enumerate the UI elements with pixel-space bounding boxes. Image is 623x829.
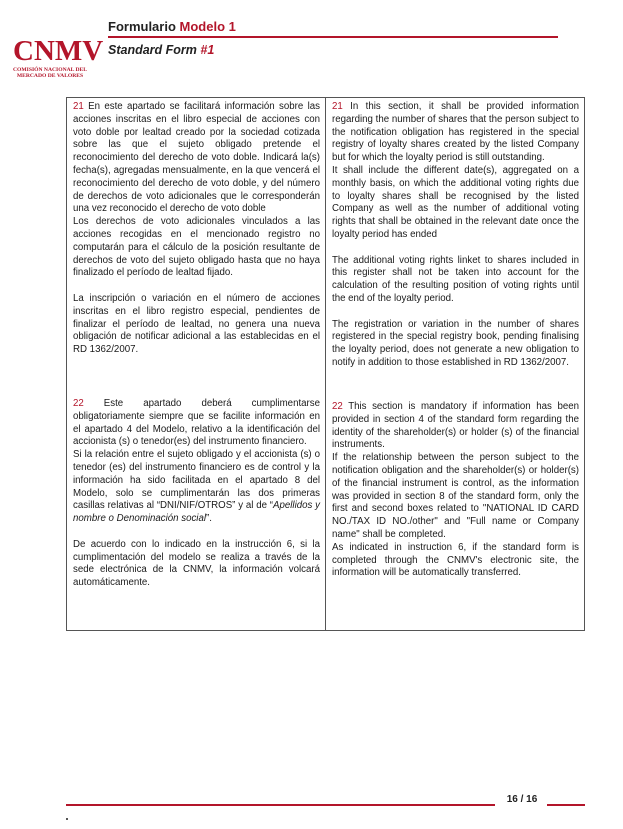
cnmv-logo [13,35,104,80]
instruction-21-es-p1 [73,101,320,216]
paragraph-text: Si la relación entre el sujeto obligado y el accionista (s) o tenedor (es) del instrumento financiero es de control y la información ha sido facilitada en el apartado 8 del Modelo, solo se cumplimentarán las dos primeras casillas relativas al “DNI/NIF/OTROS” y al de “ [73,449,320,512]
paragraph-text: Este apartado deberá cumplimentarse obligatoriamente siempre que se facilite información en el apartado 4 del Modelo, relativo a la identificación del accionista (s) o tenedor(es) del instrumento financiero. [73,398,320,448]
title-rule [108,36,558,38]
instruction-21-es-p3: La inscripción o variación en el número de acciones inscritas en el libro registro especial, pendientes de finalizar el período de lealtad, no genera una nueva obligación de notificar adicional a las establecidas en el RD 1362/2007. [73,292,320,356]
instruction-22-es-p2 [73,449,320,526]
form-title-prefix: Formulario [108,19,180,34]
paragraph-gap [73,280,320,293]
instruction-21-en-p1 [332,101,579,165]
instruction-number: 21 [332,101,343,112]
instruction-number: 21 [73,101,84,112]
instruction-number: 22 [73,398,84,409]
instruction-22-en-p2: If the relationship between the person subject to the notification obligation and the shareholder(s) or holder(s) of the financial instrument is control, as the information was provided in section 8 of the standard form, only the first and second boxes related to "NATIONAL ID CARD NO./TAX ID NO./other" and "Full name or Company name" shall be completed. [332,452,579,540]
form-title [108,19,236,34]
instruction-22-en-p1 [332,401,579,452]
footer-mark [66,818,68,820]
paragraph-text: In this section, it shall be provided information regarding the number of shares that the person subject to the notification obligation has registered in the special registry of loyalty shares created by the listed Company but for which the loyalty period is still outstanding. [332,101,579,164]
instruction-21-en [332,101,579,370]
footer-rule-right [547,804,585,806]
instruction-22-es-p1 [73,398,320,449]
paragraph-text: This section is mandatory if information has been provided in section 4 of the standard form regarding the identity of the shareholder(s) or holder (s) of the financial instruments. [332,401,579,451]
instruction-22-es-p3: De acuerdo con lo indicado en la instrucción 6, si la cumplimentación del modelo se realiza a través de la sede electrónica de la CNMV, la información volcará automáticamente. [73,538,320,589]
instruction-21-es-p2: Los derechos de voto adicionales vinculados a las acciones recogidas en el mencionado registro no computarán para el cálculo de la posición resultante de derechos de voto del sujeto obligado hasta que no haya finalizado el período de lealtad fijado. [73,216,320,279]
instructions-table [66,97,585,631]
form-subtitle-prefix: Standard Form [108,43,201,57]
instruction-21-en-p2: It shall include the different date(s), aggregated on a monthly basis, on which the additional voting rights due to loyalty shares shall be recognised by the listed Company as well as the number of additional voting rights that shall be obtained in the relevant date once the loyalty period has ended [332,164,579,240]
instruction-22-en [326,401,584,580]
paragraph-text: ”. [206,513,212,525]
paragraph-gap [73,526,320,539]
instruction-21-en-p3: The additional voting rights linket to shares included in this register shall not be taken into account for the calculation of the resulting position of voting rights until the end of the loyalty period. [332,254,579,304]
footer-rule-left [66,804,495,806]
instruction-21-en-p4: The registration or variation in the number of shares registered in the special registry book, pending finalising the loyalty period, does not generate a new obligation to notify in addition to those established in RD 1362/2007. [332,318,579,368]
paragraph-gap [332,306,579,319]
form-title-accent: Modelo 1 [179,19,236,34]
page-number: 16 / 16 [506,794,538,805]
logo-text: CNMV [13,35,104,67]
form-subtitle [108,43,214,57]
paragraph-gap [332,242,579,255]
english-column [326,98,584,630]
logo-subtitle: COMISIÓN NACIONAL DEL MERCADO DE VALORES [13,67,87,80]
instruction-22-es [67,398,325,590]
form-subtitle-accent: #1 [200,43,215,57]
paragraph-text: En este apartado se facilitará información sobre las acciones inscritas en el libro especial de acciones con voto doble por lealtad creado por la sociedad cotizada sobre las que el sujeto obligado pretende el reconocimiento del derecho de voto doble. Indicará la(s) fecha(s), agregadas mensualmente, en la que vencerá el reconocimiento del derecho de voto doble, y del número de derechos de voto adicionales que le corresponderán una vez reconocido el derecho de voto doble [73,101,320,215]
spanish-column [67,98,325,630]
instruction-22-en-p3: As indicated in instruction 6, if the standard form is completed through the CNMV's electronic site, the information will be automatically transferred. [332,541,579,579]
instruction-21-es [73,101,320,357]
instruction-number: 22 [332,401,343,412]
italic-text: Apellidos y nombre o Denominación social [73,500,321,525]
